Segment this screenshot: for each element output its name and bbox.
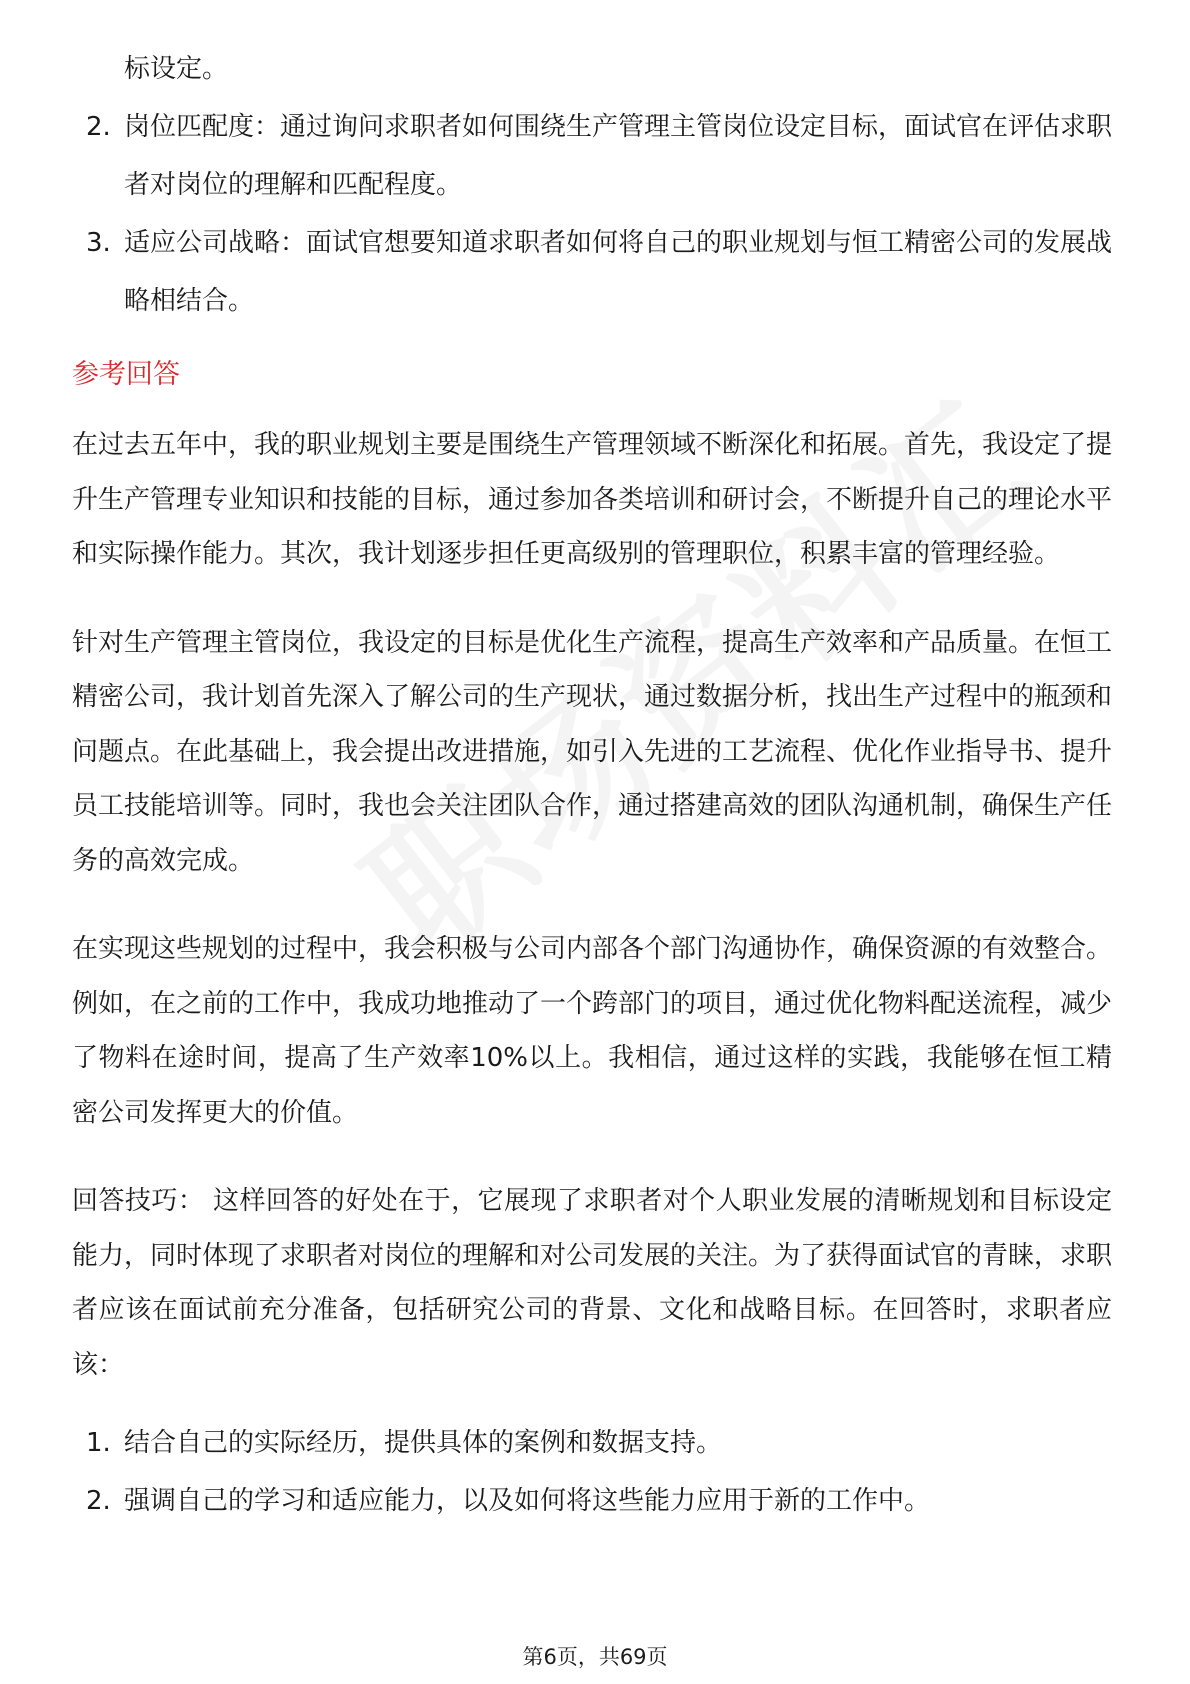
list-item: [72, 98, 1112, 214]
list-item-number: 3.: [86, 228, 111, 258]
answer-paragraph: 在过去五年中，我的职业规划主要是围绕生产管理领域不断深化和拓展。首先，我设定了提升生产管理专业知识和技能的目标，通过参加各类培训和研讨会，不断提升自己的理论水平和实际操作能力。其次，我计划逐步担任更高级别的管理职位，积累丰富的管理经验。: [72, 430, 1113, 569]
answer-paragraph: 在实现这些规划的过程中，我会积极与公司内部各个部门沟通协作，确保资源的有效整合。例如，在之前的工作中，我成功地推动了一个跨部门的项目，通过优化物料配送流程，减少了物料在途时间，提高了生产效率10%以上。我相信，通过这样的实践，我能够在恒工精密公司发挥更大的价值。: [72, 934, 1113, 1128]
reference-answer-heading: 参考回答: [72, 359, 180, 390]
list-item-text: 岗位匹配度：通过询问求职者如何围绕生产管理主管岗位设定目标，面试官在评估求职者对岗位的理解和匹配程度。: [124, 112, 1113, 200]
list-item-text: 适应公司战略：面试官想要知道求职者如何将自己的职业规划与恒工精密公司的发展战略相结合。: [124, 228, 1113, 316]
list-item-number: 2.: [86, 112, 111, 142]
page-content: [72, 40, 1112, 1530]
points-list: [72, 98, 1112, 330]
list-item-text: 结合自己的实际经历，提供具体的案例和数据支持。: [124, 1428, 723, 1458]
list-item: [72, 214, 1112, 330]
answer-paragraph: 针对生产管理主管岗位，我设定的目标是优化生产流程，提高生产效率和产品质量。在恒工精密公司，我计划首先深入了解公司的生产现状，通过数据分析，找出生产过程中的瓶颈和问题点。在此基础上，我会提出改进措施，如引入先进的工艺流程、优化作业指导书、提升员工技能培训等。同时，我也会关注团队合作，通过搭建高效的团队沟通机制，确保生产任务的高效完成。: [72, 627, 1113, 876]
tips-list: [72, 1414, 1112, 1530]
continuation-text: 标设定。: [124, 54, 229, 84]
answer-tips-paragraph: 回答技巧： 这样回答的好处在于，它展现了求职者对个人职业发展的清晰规划和目标设定能力，同时体现了求职者对岗位的理解和对公司发展的关注。为了获得面试官的青睐，求职者应该在面试前充分准备，包括研究公司的背景、文化和战略目标。在回答时，求职者应该：: [72, 1186, 1113, 1380]
page-number-footer: 第6页，共69页: [522, 1645, 668, 1669]
list-item-number: 2.: [86, 1486, 111, 1516]
list-item: [72, 1414, 1112, 1472]
list-item: [72, 1472, 1112, 1530]
list-item-number: 1.: [86, 1428, 111, 1458]
list-item-text: 强调自己的学习和适应能力，以及如何将这些能力应用于新的工作中。: [124, 1486, 931, 1516]
